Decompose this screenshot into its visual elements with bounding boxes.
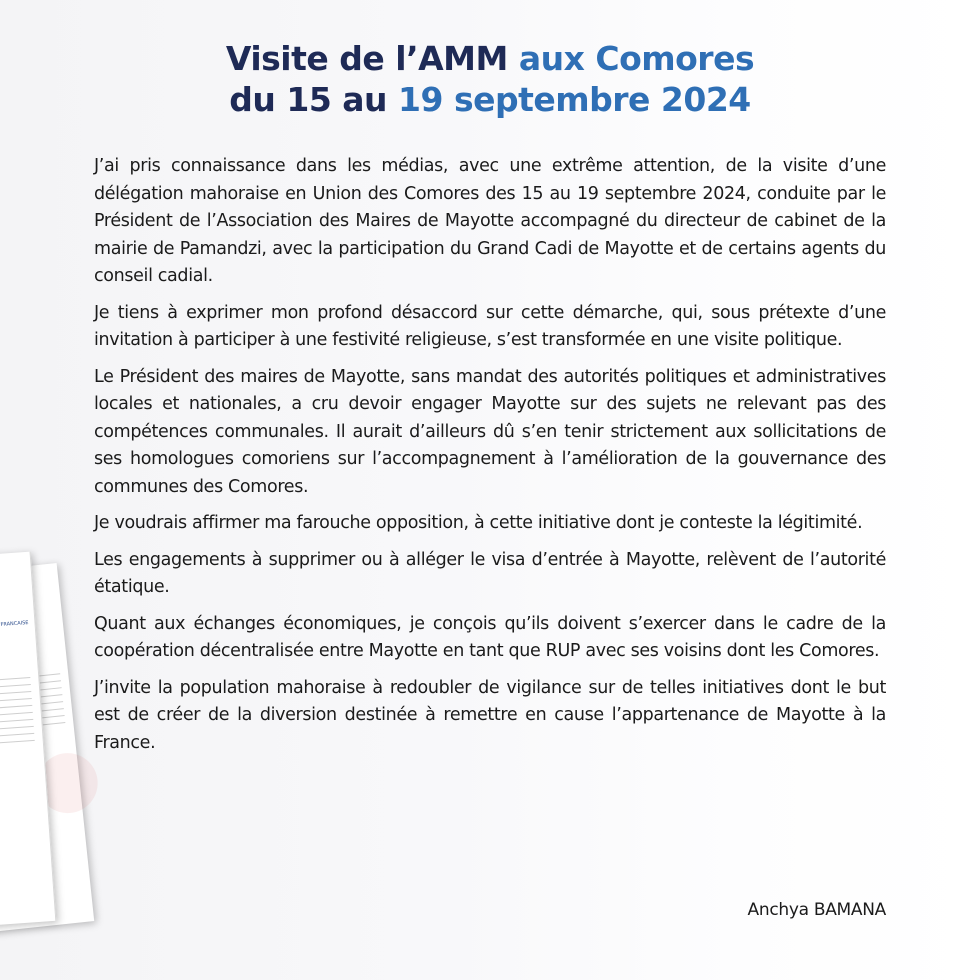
document-lines [0, 677, 35, 749]
title-line-2-dark: du 15 au [229, 80, 388, 119]
paragraph-5: Les engagements à supprimer ou à alléger le visa d’entrée à Mayotte, relèvent de l’autorité étatique. [94, 549, 886, 597]
signature: Anchya BAMANA [747, 900, 886, 920]
title-line-1 [0, 38, 980, 79]
title-line-2-blue: 19 septembre 2024 [398, 80, 751, 119]
page-title [0, 38, 980, 120]
paragraph-1: J’ai pris connaissance dans les médias, avec une extrême attention, de la visite d’une délégation mahoraise en Union des Comores des 15 au 19 septembre 2024, conduite par le Président de l’Association des Maires de Mayotte accompagné du directeur de cabinet de la mairie de Pamandzi, avec la participation du Grand Cadi de Mayotte et de certains agents du conseil cadial. [94, 156, 886, 286]
document-stamp: FRANCAISE [0, 619, 29, 628]
paragraph-4: Je voudrais affirmer ma farouche opposition, à cette initiative dont je conteste la légitimité. [94, 513, 863, 533]
title-line-2 [0, 79, 980, 120]
title-line-1-dark: Visite de l’AMM [225, 39, 508, 78]
letter-body [94, 153, 886, 766]
paragraph-2: Je tiens à exprimer mon profond désaccord sur cette démarche, qui, sous prétexte d’une invitation à participer à une festivité religieuse, s’est transformée en une visite politique. [94, 302, 886, 350]
paragraph-6: Quant aux échanges économiques, je conçois qu’ils doivent s’exercer dans le cadre de la coopération décentralisée entre Mayotte en tant que RUP avec ses voisins dont les Comores. [94, 613, 886, 661]
paragraph-7: J’invite la population mahoraise à redoubler de vigilance sur de telles initiatives dont le but est de créer de la diversion destinée à remettre en cause l’appartenance de Mayotte à la France. [94, 677, 886, 753]
paragraph-3: Le Président des maires de Mayotte, sans mandat des autorités politiques et administratives locales et nationales, a cru devoir engager Mayotte sur des sujets ne relevant pas des compétences communales. Il aurait d’ailleurs dû s’en tenir strictement aux sollicitations de ses homologues comoriens sur l’accompagnement à l’amélioration de la gouvernance des communes des Comores. [94, 366, 886, 497]
title-line-1-blue: aux Comores [518, 39, 755, 78]
